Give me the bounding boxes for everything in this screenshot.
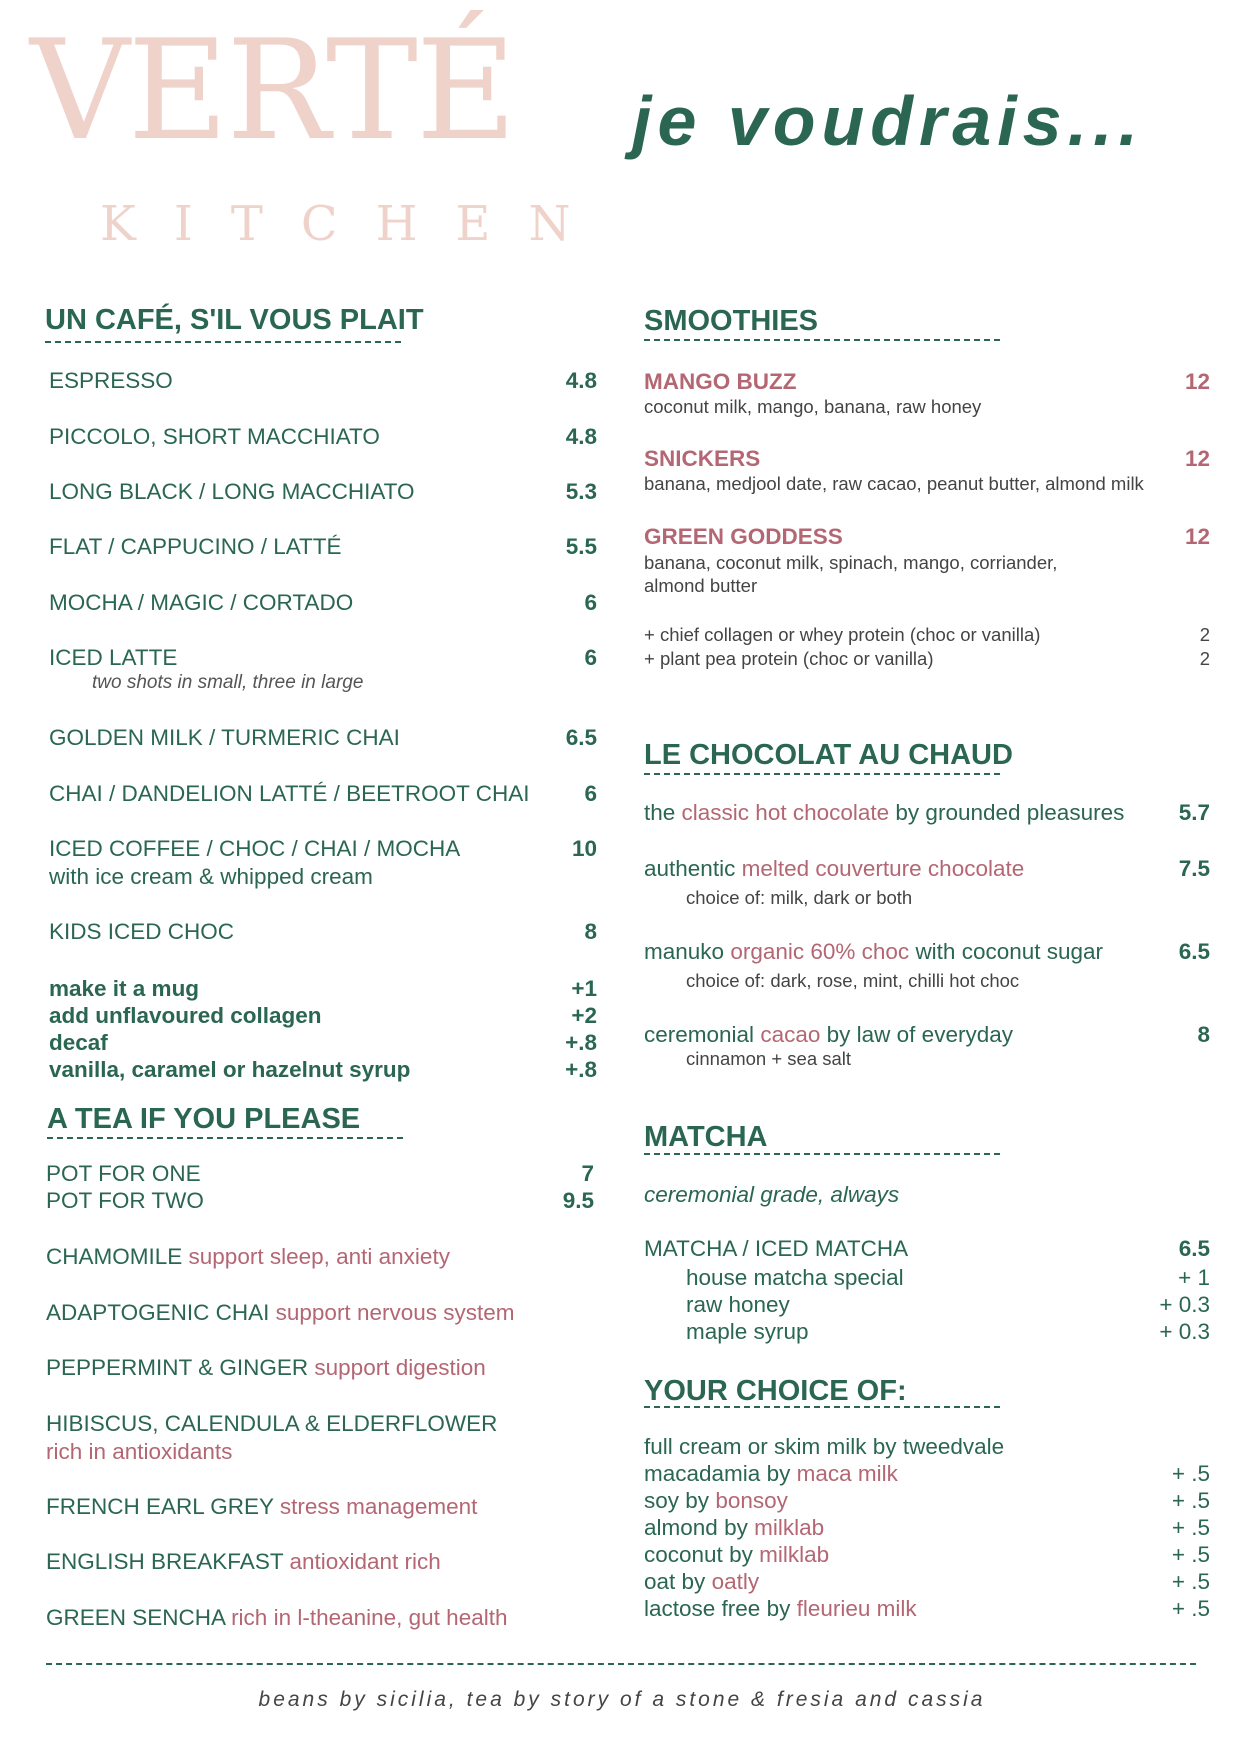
footer-credits: beans by sicilia, tea by story of a stone & fresia and cassia (258, 1688, 986, 1711)
tea-item: HIBISCUS, CALENDULA & ELDERFLOWER rich in antioxidants (46, 1411, 498, 1464)
smoothies-heading-rule (644, 339, 1000, 341)
addon-item: + plant pea protein (choc or vanilla) 2 (644, 648, 1210, 669)
matcha-extras (686, 1264, 1210, 1345)
coffee-heading-rule (45, 341, 401, 343)
milk-option: macadamia by maca milk + .5 (644, 1461, 1210, 1486)
matcha-heading-rule (644, 1153, 1000, 1155)
milk-option: almond by milklab + .5 (644, 1515, 1210, 1540)
milk-heading-rule (644, 1406, 1000, 1408)
menu-item: MOCHA / MAGIC / CORTADO 6 (49, 590, 597, 615)
menu-item: ICED COFFEE / CHOC / CHAI / MOCHA 10 (49, 836, 597, 861)
chocolate-item: the classic hot chocolate by grounded pleasures 5.7 (644, 800, 1210, 825)
milk-option: soy by bonsoy + .5 (644, 1488, 1210, 1513)
tea-heading: A TEA IF YOU PLEASE (47, 1103, 361, 1135)
coffee-heading: UN CAFÉ, S'IL VOUS PLAIT (45, 304, 424, 336)
page-tagline: je voudrais... (632, 82, 1144, 160)
matcha-heading: MATCHA (644, 1121, 768, 1153)
extra-item: decaf +.8 (49, 1030, 597, 1055)
smoothie-item: GREEN GODDESS 12 (644, 524, 1210, 549)
milk-option: coconut by milklab + .5 (644, 1542, 1210, 1567)
tea-item: ADAPTOGENIC CHAI support nervous system (46, 1300, 515, 1325)
pot-option: POT FOR ONE 7 (46, 1161, 594, 1186)
milk-options (644, 1433, 1210, 1622)
smoothie-desc: banana, medjool date, raw cacao, peanut butter, almond milk (644, 473, 1144, 494)
smoothies-heading: SMOOTHIES (644, 305, 819, 337)
chocolate-item: authentic melted couverture chocolate 7.5 (644, 856, 1210, 881)
matcha-extra: maple syrup + 0.3 (686, 1319, 1210, 1344)
tea-pots (46, 1160, 594, 1214)
item-sub: with ice cream & whipped cream (49, 864, 373, 889)
smoothie-desc: coconut milk, mango, banana, raw honey (644, 396, 982, 417)
tea-item: CHAMOMILE support sleep, anti anxiety (46, 1244, 450, 1269)
chocolate-heading: LE CHOCOLAT AU CHAUD (644, 739, 1013, 771)
menu-item: PICCOLO, SHORT MACCHIATO 4.8 (49, 424, 597, 449)
milk-heading: YOUR CHOICE OF: (644, 1375, 907, 1407)
matcha-extra: raw honey + 0.3 (686, 1292, 1210, 1317)
chocolate-item: manuko organic 60% choc with coconut sugar 6.5 (644, 939, 1210, 964)
milk-option: oat by oatly + .5 (644, 1569, 1210, 1594)
menu-item: CHAI / DANDELION LATTÉ / BEETROOT CHAI 6 (49, 781, 597, 806)
menu-item: ESPRESSO 4.8 (49, 368, 597, 393)
smoothie-addons (644, 623, 1210, 671)
chocolate-note: choice of: dark, rose, mint, chilli hot choc (686, 970, 1020, 991)
menu-item: KIDS ICED CHOC 8 (49, 919, 597, 944)
matcha-tagline: ceremonial grade, always (644, 1182, 900, 1207)
menu-item: GOLDEN MILK / TURMERIC CHAI 6.5 (49, 725, 597, 750)
tea-item: ENGLISH BREAKFAST antioxidant rich (46, 1549, 441, 1574)
item-note: two shots in small, three in large (92, 672, 364, 693)
tea-item: GREEN SENCHA rich in l-theanine, gut health (46, 1605, 508, 1630)
chocolate-item: ceremonial cacao by law of everyday 8 (644, 1022, 1210, 1047)
smoothie-desc: banana, coconut milk, spinach, mango, corriander, almond butter (644, 552, 1058, 596)
menu-item: LONG BLACK / LONG MACCHIATO 5.3 (49, 479, 597, 504)
smoothie-item: MANGO BUZZ 12 (644, 369, 1210, 394)
chocolate-note: choice of: milk, dark or both (686, 887, 913, 908)
footer-rule (46, 1663, 1196, 1665)
chocolate-note: cinnamon + sea salt (686, 1048, 852, 1069)
milk-option: full cream or skim milk by tweedvale (644, 1434, 1005, 1459)
pot-option: POT FOR TWO 9.5 (46, 1188, 594, 1213)
addon-item: + chief collagen or whey protein (choc or vanilla) 2 (644, 624, 1210, 645)
logo-wordmark: VERTÉ (30, 10, 515, 171)
extra-item: add unflavoured collagen +2 (49, 1003, 597, 1028)
coffee-extras (49, 975, 597, 1083)
matcha-extra: house matcha special + 1 (686, 1265, 1210, 1290)
tea-item: PEPPERMINT & GINGER support digestion (46, 1355, 486, 1380)
menu-item: ICED LATTE 6 (49, 645, 597, 670)
matcha-main: MATCHA / ICED MATCHA 6.5 (644, 1236, 1210, 1261)
milk-option: lactose free by fleurieu milk + .5 (644, 1596, 1210, 1621)
extra-item: vanilla, caramel or hazelnut syrup +.8 (49, 1057, 597, 1082)
extra-item: make it a mug +1 (49, 976, 597, 1001)
tea-item: FRENCH EARL GREY stress management (46, 1494, 478, 1519)
logo-subtitle: KITCHEN (100, 196, 609, 252)
tea-heading-rule (47, 1137, 403, 1139)
smoothie-item: SNICKERS 12 (644, 446, 1210, 471)
chocolate-heading-rule (644, 773, 1000, 775)
menu-item: FLAT / CAPPUCINO / LATTÉ 5.5 (49, 534, 597, 559)
